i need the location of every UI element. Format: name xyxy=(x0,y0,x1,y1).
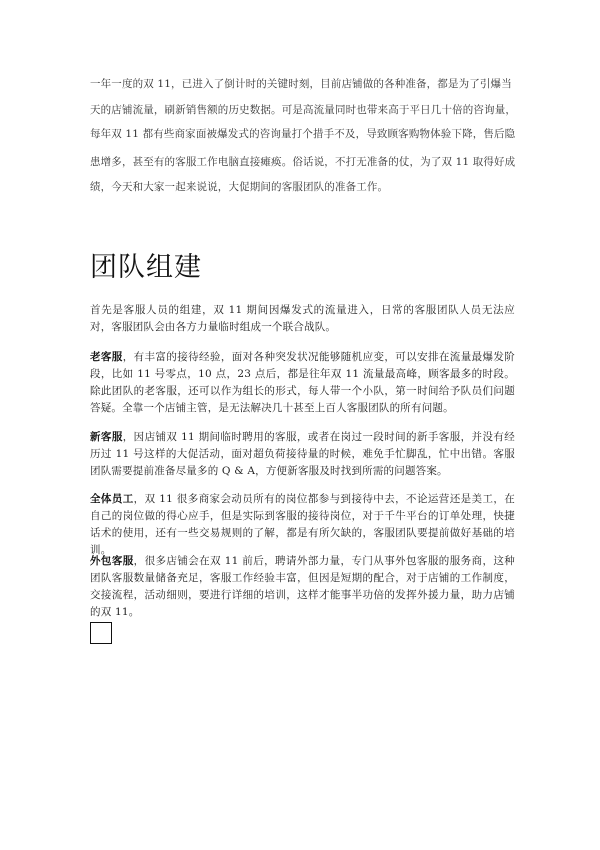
paragraph-lead: 外包客服 xyxy=(90,555,134,567)
intro-line-2: 天的店铺流量，刷新销售额的历史数据。可是高流量同时也带来高于平日几十倍的咨询量， xyxy=(90,104,516,116)
paragraph-all-employees xyxy=(90,491,515,559)
paragraph-text: 首先是客服人员的组建，双 11 期间因爆发式的流量进入，日常的客服团队人员无法应对，客服团队会由各方力量临时组成一个联合战队。 xyxy=(90,304,515,333)
intro-line-3: 每年双 11 都有些商家面被爆发式的咨询量打个措手不及，导致顾客购物体验下降，售后隐 xyxy=(90,128,516,140)
paragraph-lead: 老客服 xyxy=(90,351,123,363)
paragraph-team-intro xyxy=(90,302,515,336)
paragraph-outsourced-staff xyxy=(90,553,515,621)
paragraph-text: ，因店铺双 11 期间临时聘用的客服，或者在岗过一段时间的新手客服，并没有经历过 11 号这样的大促活动，面对超负荷接待量的时候，难免手忙脚乱，忙中出错。客服团队需要提前准备尽量多的 Q & A，方便新客服及时找到所需的问题答案。 xyxy=(90,431,515,477)
intro-line-5: 绩，今天和大家一起来说说，大促期间的客服团队的准备工作。 xyxy=(90,181,389,193)
paragraph-text: ，很多店铺会在双 11 前后，聘请外部力量，专门从事外包客服的服务商，这种团队客服数量储备充足，客服工作经验丰富，但因是短期的配合，对于店铺的工作制度，交接流程，活动细则，要进行详细的培训，这样才能事半功倍的发挥外援力量，助力店铺的双 11。 xyxy=(90,555,515,618)
paragraph-lead: 全体员工 xyxy=(90,493,134,505)
section-title: 团队组建 xyxy=(90,252,202,283)
intro-line-4: 患增多，甚至有的客服工作电脑直接瘫痪。俗话说，不打无准备的仗，为了双 11 取得好成 xyxy=(90,156,516,168)
paragraph-text: ，双 11 很多商家会动员所有的岗位都参与到接待中去，不论运营还是美工，在自己的岗位做的得心应手，但是实际到客服的接待岗位，对于千牛平台的订单处理，快捷话术的使用，还有一些交易规则的了解，都是有所欠缺的，客服团队要提前做好基础的培训。 xyxy=(90,493,515,556)
empty-checkbox[interactable] xyxy=(90,622,112,644)
paragraph-new-staff xyxy=(90,429,515,480)
intro-line-1: 一年一度的双 11，已进入了倒计时的关键时刻，目前店铺做的各种准备，都是为了引爆当 xyxy=(90,78,512,90)
paragraph-lead: 新客服 xyxy=(90,431,123,443)
paragraph-text: ，有丰富的接待经验，面对各种突发状况能够随机应变，可以安排在流量最爆发阶段，比如 11 号零点，10 点，23 点后，都是往年双 11 流量最高峰，顾客最多的时段。除此团队的老客服，还可以作为组长的形式，每人带一个小队，第一时间给予队员们问题答疑。全靠一个店铺主管，是无法解决几十甚至上百人客服团队的所有问题。 xyxy=(90,351,515,414)
paragraph-senior-staff xyxy=(90,349,515,417)
